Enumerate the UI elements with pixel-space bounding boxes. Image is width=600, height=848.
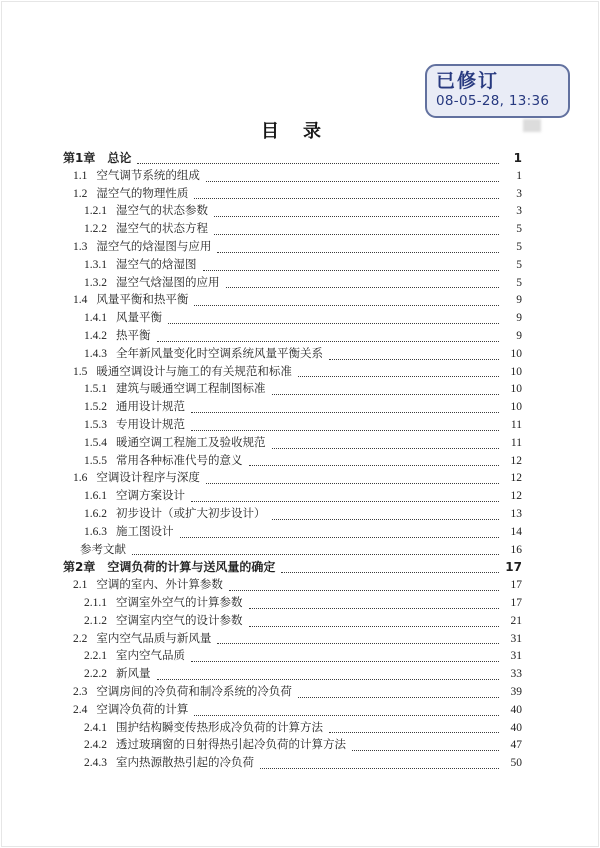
toc-entry-number: 2.4.3	[84, 757, 107, 770]
dot-leader	[217, 643, 499, 644]
toc-entry	[63, 702, 522, 720]
toc-entry-number: 2.2	[73, 632, 88, 645]
toc-entry-page: 50	[510, 757, 522, 770]
toc-entry-page: 5	[516, 258, 522, 271]
dot-leader	[132, 554, 499, 555]
toc-entry-page: 9	[516, 312, 522, 325]
toc-entry	[63, 595, 522, 613]
toc-entry-label: 湿空气的物理性质	[96, 187, 189, 200]
page-title: 目 录	[261, 121, 324, 142]
toc-entry-label: 空调室外空气的计算参数	[116, 596, 243, 609]
dot-leader	[203, 270, 500, 271]
toc-entry-page: 5	[516, 240, 522, 253]
toc-entry-number: 1.4	[73, 294, 88, 307]
toc-entry-number: 1.1	[73, 169, 88, 182]
toc-entry	[63, 684, 522, 702]
toc-entry-page: 31	[510, 632, 522, 645]
dot-leader	[206, 181, 499, 182]
dot-leader	[214, 216, 499, 217]
toc-entry-page: 40	[510, 721, 522, 734]
toc-entry-page: 11	[510, 436, 522, 449]
toc-entry-number: 1.2.1	[84, 205, 107, 218]
toc-entry	[63, 399, 522, 417]
toc-entry-number: 1.5.1	[84, 383, 107, 396]
dot-leader	[191, 412, 499, 413]
toc-entry	[63, 506, 522, 524]
dot-leader	[298, 376, 499, 377]
toc-entry-number: 1.3.2	[84, 276, 107, 289]
toc-entry-page: 17	[510, 596, 522, 609]
toc-entry	[63, 613, 522, 631]
dot-leader	[249, 626, 500, 627]
toc-entry-label: 通用设计规范	[116, 401, 185, 414]
toc-entry	[63, 310, 522, 328]
toc-entry-number: 1.2	[73, 187, 88, 200]
toc-entry-label: 室内空气品质与新风量	[96, 632, 212, 645]
dot-leader	[249, 465, 500, 466]
toc-entry-label: 室内空气品质	[116, 650, 185, 663]
toc-entry	[63, 292, 522, 310]
toc-entry-page: 16	[510, 543, 522, 556]
dot-leader	[298, 697, 499, 698]
toc-entry-label: 施工图设计	[116, 525, 174, 538]
toc-entry-label: 全年新风量变化时空调系统风量平衡关系	[116, 347, 323, 360]
toc-entry	[63, 435, 522, 453]
toc-entry-label: 空调室内空气的设计参数	[116, 614, 243, 627]
toc-entry-number: 1.5.4	[84, 436, 107, 449]
dot-leader	[214, 234, 499, 235]
toc-entry-label: 湿空气的状态参数	[116, 205, 208, 218]
toc-entry-label: 新风量	[116, 668, 151, 681]
toc-entry-page: 1	[513, 151, 522, 165]
toc-entry	[63, 737, 522, 755]
toc-entry	[63, 221, 522, 239]
toc-entry-page: 21	[510, 614, 522, 627]
toc-entry-page: 1	[516, 169, 522, 182]
toc-entry-number: 2.4	[73, 703, 88, 716]
toc-entry	[63, 559, 522, 577]
toc-entry-label: 室内热源散热引起的冷负荷	[116, 757, 254, 770]
toc-entry-page: 33	[510, 668, 522, 681]
toc-entry-number: 1.3	[73, 240, 88, 253]
dot-leader	[272, 519, 500, 520]
toc-entry-page: 14	[510, 525, 522, 538]
toc-entry	[63, 577, 522, 595]
dot-leader	[260, 768, 499, 769]
dot-leader	[272, 394, 500, 395]
dot-leader	[191, 661, 499, 662]
revision-stamp-status: 已修订	[436, 70, 500, 92]
toc-entry-label: 建筑与暖通空调工程制图标准	[116, 383, 266, 396]
toc-entry-label: 暖通空调工程施工及验收规范	[116, 436, 266, 449]
toc-entry-page: 31	[510, 650, 522, 663]
toc-entry	[63, 346, 522, 364]
scan-artifact	[523, 119, 541, 132]
toc-entry-number: 1.6.3	[84, 525, 107, 538]
toc-entry-page: 9	[516, 294, 522, 307]
toc-entry	[63, 524, 522, 542]
toc-entry	[63, 666, 522, 684]
toc-entry-page: 3	[516, 187, 522, 200]
toc-entry-label: 初步设计（或扩大初步设计）	[116, 507, 266, 520]
toc-entry-number: 1.3.1	[84, 258, 107, 271]
toc-entry-page: 10	[510, 365, 522, 378]
toc-entry-number: 2.1.1	[84, 596, 107, 609]
toc-entry-label: 空气调节系统的组成	[96, 169, 200, 182]
toc-entry-page: 9	[516, 329, 522, 342]
toc-entry-number: 1.4.1	[84, 312, 107, 325]
toc-entry-label: 空调方案设计	[116, 490, 185, 503]
toc-entry-number: 1.5	[73, 365, 88, 378]
toc-entry-label: 风量平衡	[116, 312, 162, 325]
toc-entry	[63, 328, 522, 346]
dot-leader	[206, 483, 499, 484]
dot-leader	[229, 590, 499, 591]
dot-leader	[217, 252, 499, 253]
toc-entry	[63, 631, 522, 649]
toc-entry-number: 1.4.3	[84, 347, 107, 360]
toc-entry-label: 暖通空调设计与施工的有关规范和标准	[96, 365, 292, 378]
toc-entry-page: 11	[510, 418, 522, 431]
dot-leader	[281, 572, 499, 573]
toc-entry-label: 参考文献	[80, 543, 126, 556]
toc-entry-number: 1.5.2	[84, 401, 107, 414]
dot-leader	[194, 198, 499, 199]
toc-entry-number: 2.2.2	[84, 668, 107, 681]
toc-entry-label: 空调房间的冷负荷和制冷系统的冷负荷	[96, 685, 292, 698]
toc-entry-page: 5	[516, 223, 522, 236]
toc-entry-page: 12	[510, 454, 522, 467]
toc-entry-number: 1.6.1	[84, 490, 107, 503]
toc-entry-page: 40	[510, 703, 522, 716]
dot-leader	[352, 750, 499, 751]
dot-leader	[194, 715, 499, 716]
toc-entry-label: 透过玻璃窗的日射得热引起冷负荷的计算方法	[116, 739, 346, 752]
dot-leader	[272, 448, 500, 449]
toc-entry-number: 1.4.2	[84, 329, 107, 342]
toc-entry-page: 12	[510, 472, 522, 485]
dot-leader	[191, 501, 499, 502]
dot-leader	[226, 287, 500, 288]
dot-leader	[137, 163, 499, 164]
toc-entry-page: 5	[516, 276, 522, 289]
toc-entry	[63, 239, 522, 257]
toc-entry-page: 39	[510, 685, 522, 698]
toc-entry	[63, 150, 522, 168]
toc-entry-page: 13	[510, 507, 522, 520]
toc-entry	[63, 470, 522, 488]
toc-entry	[63, 275, 522, 293]
dot-leader	[157, 679, 500, 680]
toc-entry	[63, 257, 522, 275]
dot-leader	[249, 608, 500, 609]
toc-entry-number: 2.1.2	[84, 614, 107, 627]
toc-entry-number: 1.5.5	[84, 454, 107, 467]
toc-entry-label: 常用各种标准代号的意义	[116, 454, 243, 467]
toc-entry-label: 湿空气的焓湿图	[116, 258, 197, 271]
toc-entry	[63, 364, 522, 382]
toc-entry-number: 1.6	[73, 472, 88, 485]
toc-entry-page: 10	[510, 347, 522, 360]
toc-entry-number: 2.4.2	[84, 739, 107, 752]
toc-entry-number: 2.2.1	[84, 650, 107, 663]
toc-entry	[63, 453, 522, 471]
toc-entry-label: 空调负荷的计算与送风量的确定	[107, 560, 276, 575]
toc-entry-label: 专用设计规范	[116, 418, 185, 431]
toc-list	[63, 150, 522, 773]
toc-entry-number: 2.4.1	[84, 721, 107, 734]
toc-entry	[63, 168, 522, 186]
dot-leader	[329, 732, 499, 733]
toc-entry-page: 3	[516, 205, 522, 218]
toc-entry-label: 湿空气的焓湿图与应用	[96, 240, 212, 253]
toc-entry-number: 2.1	[73, 579, 88, 592]
toc-entry-label: 风量平衡和热平衡	[96, 294, 189, 307]
toc-entry-page: 17	[505, 560, 522, 575]
toc-entry-page: 10	[510, 383, 522, 396]
toc-entry	[63, 755, 522, 773]
dot-leader	[168, 323, 499, 324]
toc-entry-page: 17	[510, 579, 522, 592]
toc-entry-label: 湿空气的状态方程	[116, 223, 208, 236]
toc-entry-label: 空调设计程序与深度	[96, 472, 200, 485]
toc-entry-number: 1.6.2	[84, 507, 107, 520]
revision-stamp	[425, 64, 570, 118]
dot-leader	[194, 305, 499, 306]
toc-entry	[63, 417, 522, 435]
dot-leader	[157, 341, 500, 342]
toc-entry-number: 1.5.3	[84, 418, 107, 431]
toc-entry	[63, 488, 522, 506]
toc-entry-label: 湿空气焓湿图的应用	[116, 276, 220, 289]
toc-entry	[63, 720, 522, 738]
toc-entry-number: 2.3	[73, 685, 88, 698]
toc-entry	[63, 542, 522, 560]
toc-entry	[63, 203, 522, 221]
toc-entry-page: 10	[510, 401, 522, 414]
toc-entry	[63, 648, 522, 666]
toc-entry	[63, 186, 522, 204]
toc-entry-number: 第1章	[63, 151, 96, 165]
revision-stamp-datetime: 08-05-28, 13:36	[436, 93, 550, 109]
toc-entry-page: 12	[510, 490, 522, 503]
toc-entry	[63, 381, 522, 399]
dot-leader	[191, 430, 499, 431]
toc-entry-label: 空调的室内、外计算参数	[96, 579, 223, 592]
toc-entry-label: 围护结构瞬变传热形成冷负荷的计算方法	[116, 721, 323, 734]
toc-entry-label: 热平衡	[116, 329, 151, 342]
dot-leader	[180, 537, 500, 538]
toc-entry-label: 空调冷负荷的计算	[96, 703, 189, 716]
dot-leader	[329, 359, 499, 360]
toc-entry-page: 47	[510, 739, 522, 752]
toc-entry-number: 1.2.2	[84, 223, 107, 236]
toc-entry-number: 第2章	[63, 560, 96, 575]
toc-entry-label: 总论	[107, 151, 132, 165]
